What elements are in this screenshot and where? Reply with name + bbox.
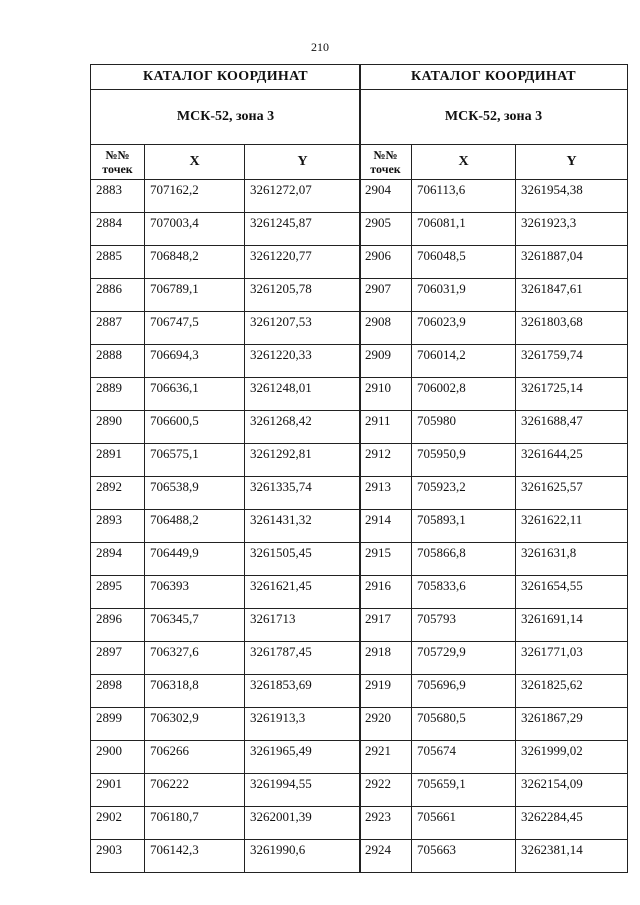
point-number-cell: 2913 [360, 477, 412, 510]
table-row [360, 774, 628, 807]
x-coordinate-cell: 707162,2 [145, 180, 245, 213]
table-row [91, 246, 361, 279]
x-coordinate-cell: 706031,9 [412, 279, 516, 312]
table-row [91, 774, 361, 807]
x-coordinate-cell: 706318,8 [145, 675, 245, 708]
x-coordinate-cell: 706302,9 [145, 708, 245, 741]
x-coordinate-header: X [145, 145, 245, 180]
x-coordinate-cell: 706081,1 [412, 213, 516, 246]
table-row [91, 444, 361, 477]
x-coordinate-cell: 706222 [145, 774, 245, 807]
point-number-header [91, 145, 145, 180]
point-number-cell: 2892 [91, 477, 145, 510]
y-coordinate-cell: 3261207,53 [245, 312, 361, 345]
point-number-cell: 2883 [91, 180, 145, 213]
y-coordinate-cell: 3261631,8 [516, 543, 628, 576]
x-coordinate-cell: 706449,9 [145, 543, 245, 576]
table-row [360, 510, 628, 543]
x-coordinate-cell: 706488,2 [145, 510, 245, 543]
point-number-cell: 2902 [91, 807, 145, 840]
table-row [360, 807, 628, 840]
y-coordinate-cell: 3261220,33 [245, 345, 361, 378]
x-coordinate-cell: 705659,1 [412, 774, 516, 807]
x-coordinate-cell: 707003,4 [145, 213, 245, 246]
point-number-cell: 2895 [91, 576, 145, 609]
table-row [91, 213, 361, 246]
table-row [91, 741, 361, 774]
point-number-header-word: точек [102, 162, 133, 176]
y-coordinate-cell: 3261994,55 [245, 774, 361, 807]
x-coordinate-cell: 706600,5 [145, 411, 245, 444]
table-row [91, 807, 361, 840]
x-coordinate-cell: 705950,9 [412, 444, 516, 477]
coordinate-system-label: МСК-52, зона 3 [91, 90, 361, 145]
table-row [360, 312, 628, 345]
x-coordinate-cell: 705680,5 [412, 708, 516, 741]
point-number-cell: 2898 [91, 675, 145, 708]
table-row [91, 576, 361, 609]
point-number-header-symbol: №№ [373, 148, 398, 162]
table-row [360, 609, 628, 642]
x-coordinate-cell: 706180,7 [145, 807, 245, 840]
point-number-cell: 2894 [91, 543, 145, 576]
y-coordinate-cell: 3261654,55 [516, 576, 628, 609]
point-number-cell: 2920 [360, 708, 412, 741]
x-coordinate-cell: 705980 [412, 411, 516, 444]
table-row [360, 213, 628, 246]
y-coordinate-cell: 3262001,39 [245, 807, 361, 840]
y-coordinate-cell: 3261691,14 [516, 609, 628, 642]
y-coordinate-cell: 3261621,45 [245, 576, 361, 609]
table-row [360, 345, 628, 378]
y-coordinate-cell: 3262284,45 [516, 807, 628, 840]
y-coordinate-cell: 3261999,02 [516, 741, 628, 774]
x-coordinate-cell: 706327,6 [145, 642, 245, 675]
x-coordinate-cell: 706747,5 [145, 312, 245, 345]
point-number-cell: 2914 [360, 510, 412, 543]
point-number-cell: 2912 [360, 444, 412, 477]
table-row [360, 477, 628, 510]
point-number-cell: 2915 [360, 543, 412, 576]
x-coordinate-cell: 705793 [412, 609, 516, 642]
y-coordinate-cell: 3261771,03 [516, 642, 628, 675]
x-coordinate-cell: 706014,2 [412, 345, 516, 378]
table-row [360, 708, 628, 741]
y-coordinate-cell: 3261625,57 [516, 477, 628, 510]
x-coordinate-cell: 705923,2 [412, 477, 516, 510]
x-coordinate-cell: 705866,8 [412, 543, 516, 576]
y-coordinate-header: Y [516, 145, 628, 180]
point-number-cell: 2901 [91, 774, 145, 807]
point-number-cell: 2919 [360, 675, 412, 708]
table-row [360, 543, 628, 576]
x-coordinate-header: X [412, 145, 516, 180]
table-row [91, 345, 361, 378]
table-row [360, 279, 628, 312]
point-number-cell: 2904 [360, 180, 412, 213]
table-row [360, 576, 628, 609]
x-coordinate-cell: 706848,2 [145, 246, 245, 279]
y-coordinate-cell: 3261622,11 [516, 510, 628, 543]
y-coordinate-cell: 3261825,62 [516, 675, 628, 708]
table-row [91, 675, 361, 708]
y-coordinate-cell: 3261335,74 [245, 477, 361, 510]
point-number-cell: 2905 [360, 213, 412, 246]
point-number-cell: 2889 [91, 378, 145, 411]
point-number-header [360, 145, 412, 180]
y-coordinate-cell: 3261688,47 [516, 411, 628, 444]
point-number-cell: 2890 [91, 411, 145, 444]
y-coordinate-cell: 3261220,77 [245, 246, 361, 279]
y-coordinate-cell: 3261847,61 [516, 279, 628, 312]
table-row [91, 378, 361, 411]
y-coordinate-cell: 3261867,29 [516, 708, 628, 741]
x-coordinate-cell: 705696,9 [412, 675, 516, 708]
x-coordinate-cell: 705663 [412, 840, 516, 873]
point-number-cell: 2911 [360, 411, 412, 444]
x-coordinate-cell: 706048,5 [412, 246, 516, 279]
point-number-cell: 2886 [91, 279, 145, 312]
table-row [91, 312, 361, 345]
x-coordinate-cell: 705833,6 [412, 576, 516, 609]
point-number-cell: 2908 [360, 312, 412, 345]
point-number-cell: 2909 [360, 345, 412, 378]
y-coordinate-cell: 3261913,3 [245, 708, 361, 741]
x-coordinate-cell: 706345,7 [145, 609, 245, 642]
y-coordinate-cell: 3261431,32 [245, 510, 361, 543]
coordinate-catalog-right [359, 64, 628, 873]
y-coordinate-cell: 3261292,81 [245, 444, 361, 477]
point-number-cell: 2884 [91, 213, 145, 246]
y-coordinate-cell: 3261505,45 [245, 543, 361, 576]
y-coordinate-cell: 3261923,3 [516, 213, 628, 246]
point-number-cell: 2921 [360, 741, 412, 774]
y-coordinate-cell: 3261803,68 [516, 312, 628, 345]
table-row [91, 642, 361, 675]
point-number-cell: 2885 [91, 246, 145, 279]
y-coordinate-cell: 3261268,42 [245, 411, 361, 444]
point-number-cell: 2899 [91, 708, 145, 741]
y-coordinate-cell: 3261965,49 [245, 741, 361, 774]
y-coordinate-cell: 3261759,74 [516, 345, 628, 378]
catalog-title: КАТАЛОГ КООРДИНАТ [360, 65, 628, 90]
y-coordinate-cell: 3261954,38 [516, 180, 628, 213]
y-coordinate-cell: 3261787,45 [245, 642, 361, 675]
point-number-cell: 2917 [360, 609, 412, 642]
page-number: 210 [311, 40, 329, 54]
table-row [360, 378, 628, 411]
x-coordinate-cell: 706023,9 [412, 312, 516, 345]
point-number-header-word: точек [370, 162, 401, 176]
y-coordinate-cell: 3261644,25 [516, 444, 628, 477]
table-row [91, 708, 361, 741]
table-row [360, 642, 628, 675]
x-coordinate-cell: 706266 [145, 741, 245, 774]
point-number-cell: 2923 [360, 807, 412, 840]
y-coordinate-cell: 3261990,6 [245, 840, 361, 873]
point-number-cell: 2897 [91, 642, 145, 675]
point-number-cell: 2918 [360, 642, 412, 675]
table-row [360, 444, 628, 477]
table-row [91, 411, 361, 444]
y-coordinate-cell: 3261248,01 [245, 378, 361, 411]
y-coordinate-cell: 3261887,04 [516, 246, 628, 279]
x-coordinate-cell: 706575,1 [145, 444, 245, 477]
point-number-header-symbol: №№ [105, 148, 130, 162]
x-coordinate-cell: 705661 [412, 807, 516, 840]
coordinate-catalog-left [90, 64, 361, 873]
x-coordinate-cell: 706636,1 [145, 378, 245, 411]
x-coordinate-cell: 706694,3 [145, 345, 245, 378]
y-coordinate-header: Y [245, 145, 361, 180]
table-row [91, 279, 361, 312]
table-row [91, 477, 361, 510]
point-number-cell: 2906 [360, 246, 412, 279]
table-row [91, 543, 361, 576]
point-number-cell: 2922 [360, 774, 412, 807]
y-coordinate-cell: 3261272,07 [245, 180, 361, 213]
x-coordinate-cell: 706393 [145, 576, 245, 609]
point-number-cell: 2887 [91, 312, 145, 345]
x-coordinate-cell: 705729,9 [412, 642, 516, 675]
point-number-cell: 2900 [91, 741, 145, 774]
x-coordinate-cell: 705674 [412, 741, 516, 774]
table-row [360, 180, 628, 213]
x-coordinate-cell: 706142,3 [145, 840, 245, 873]
y-coordinate-cell: 3261713 [245, 609, 361, 642]
x-coordinate-cell: 706113,6 [412, 180, 516, 213]
point-number-cell: 2891 [91, 444, 145, 477]
table-row [91, 840, 361, 873]
point-number-cell: 2907 [360, 279, 412, 312]
x-coordinate-cell: 706538,9 [145, 477, 245, 510]
table-row [360, 840, 628, 873]
point-number-cell: 2924 [360, 840, 412, 873]
table-row [91, 180, 361, 213]
y-coordinate-cell: 3261205,78 [245, 279, 361, 312]
point-number-cell: 2896 [91, 609, 145, 642]
y-coordinate-cell: 3261725,14 [516, 378, 628, 411]
table-row [360, 741, 628, 774]
table-row [91, 510, 361, 543]
point-number-cell: 2910 [360, 378, 412, 411]
y-coordinate-cell: 3261245,87 [245, 213, 361, 246]
point-number-cell: 2903 [91, 840, 145, 873]
table-row [91, 609, 361, 642]
table-row [360, 675, 628, 708]
x-coordinate-cell: 706789,1 [145, 279, 245, 312]
point-number-cell: 2888 [91, 345, 145, 378]
x-coordinate-cell: 706002,8 [412, 378, 516, 411]
point-number-cell: 2916 [360, 576, 412, 609]
table-row [360, 411, 628, 444]
y-coordinate-cell: 3262381,14 [516, 840, 628, 873]
coordinate-system-label: МСК-52, зона 3 [360, 90, 628, 145]
catalog-title: КАТАЛОГ КООРДИНАТ [91, 65, 361, 90]
x-coordinate-cell: 705893,1 [412, 510, 516, 543]
y-coordinate-cell: 3262154,09 [516, 774, 628, 807]
table-row [360, 246, 628, 279]
y-coordinate-cell: 3261853,69 [245, 675, 361, 708]
point-number-cell: 2893 [91, 510, 145, 543]
